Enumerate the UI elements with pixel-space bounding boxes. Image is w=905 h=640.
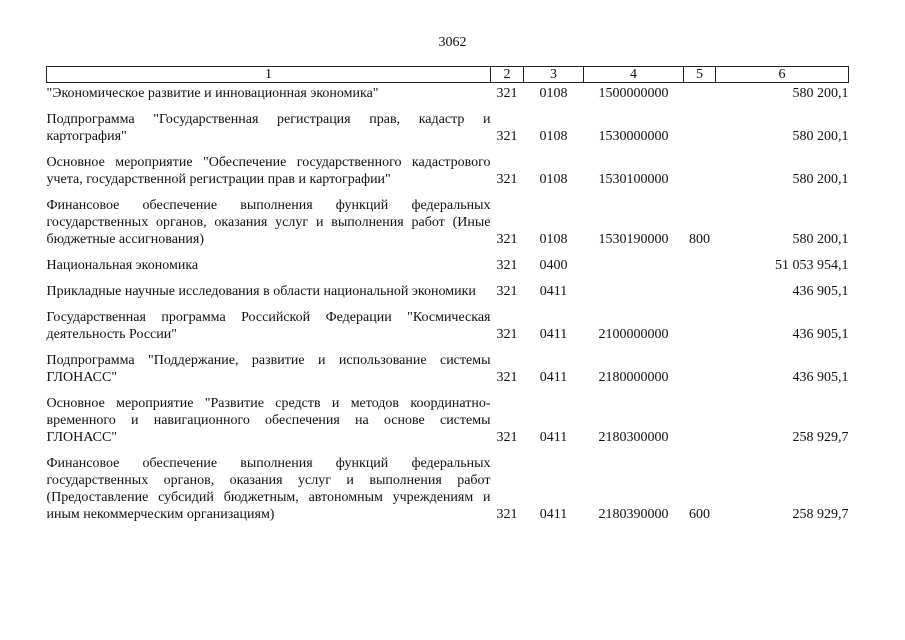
column-header-6: 6 bbox=[716, 67, 849, 83]
row-target-code: 1530000000 bbox=[598, 129, 669, 144]
row-name: Финансовое обеспечение выполнения функций федеральных государственных органов, оказания услуг и выполнения работ (Иные бюджетные ассигнования) bbox=[46, 198, 491, 247]
row-name: Финансовое обеспечение выполнения функций федеральных государственных органов, оказания услуг и выполнения работ (Предоставление субсидий бюджетным, автономным учреждениям и иным некоммерческим организациям) bbox=[46, 456, 491, 522]
row-section-code: 0108 bbox=[539, 172, 568, 187]
row-amount: 580 200,1 bbox=[792, 129, 849, 144]
table-row bbox=[47, 386, 849, 446]
table-row bbox=[47, 248, 849, 274]
row-ministry-code: 321 bbox=[496, 232, 518, 247]
row-amount: 580 200,1 bbox=[792, 86, 849, 101]
column-header-2: 2 bbox=[491, 67, 524, 83]
table-row bbox=[47, 274, 849, 300]
table-row bbox=[47, 300, 849, 343]
row-target-code: 1530100000 bbox=[598, 172, 669, 187]
row-ministry-code: 321 bbox=[496, 86, 518, 101]
row-name: Подпрограмма "Поддержание, развитие и использование системы ГЛОНАСС" bbox=[46, 353, 491, 385]
table-row bbox=[47, 102, 849, 145]
row-target-code bbox=[584, 248, 684, 274]
row-amount: 580 200,1 bbox=[792, 232, 849, 247]
row-amount: 258 929,7 bbox=[792, 430, 849, 445]
row-ministry-code: 321 bbox=[496, 172, 518, 187]
row-target-code: 2180300000 bbox=[598, 430, 669, 445]
row-section-code: 0411 bbox=[539, 507, 568, 522]
row-ministry-code: 321 bbox=[496, 129, 518, 144]
column-header-4: 4 bbox=[584, 67, 684, 83]
row-section-code: 0108 bbox=[539, 129, 568, 144]
row-expense-type bbox=[684, 145, 716, 188]
row-target-code: 2100000000 bbox=[598, 327, 669, 342]
row-amount: 436 905,1 bbox=[792, 370, 849, 385]
row-section-code: 0108 bbox=[539, 232, 568, 247]
row-expense-type bbox=[684, 102, 716, 145]
row-section-code: 0400 bbox=[539, 258, 568, 273]
row-expense-type: 600 bbox=[689, 507, 710, 522]
row-expense-type bbox=[684, 274, 716, 300]
table-row bbox=[47, 83, 849, 103]
budget-table bbox=[46, 66, 849, 523]
row-target-code: 1530190000 bbox=[598, 232, 669, 247]
row-section-code: 0411 bbox=[539, 327, 568, 342]
row-name: Государственная программа Российской Федерации "Космическая деятельность России" bbox=[46, 310, 491, 342]
row-ministry-code: 321 bbox=[496, 258, 518, 273]
row-expense-type: 800 bbox=[689, 232, 710, 247]
row-name: Прикладные научные исследования в области национальной экономики bbox=[46, 284, 476, 299]
column-header-3: 3 bbox=[524, 67, 584, 83]
row-expense-type bbox=[684, 83, 716, 103]
row-section-code: 0411 bbox=[539, 430, 568, 445]
row-ministry-code: 321 bbox=[496, 284, 518, 299]
row-expense-type bbox=[684, 248, 716, 274]
page-number: 3062 bbox=[438, 35, 467, 50]
row-target-code: 1500000000 bbox=[598, 86, 669, 101]
column-header-5: 5 bbox=[684, 67, 716, 83]
row-section-code: 0411 bbox=[539, 370, 568, 385]
row-ministry-code: 321 bbox=[496, 507, 518, 522]
table-body bbox=[47, 83, 849, 524]
table-row bbox=[47, 188, 849, 248]
row-amount: 436 905,1 bbox=[792, 284, 849, 299]
row-amount: 580 200,1 bbox=[792, 172, 849, 187]
row-target-code: 2180000000 bbox=[598, 370, 669, 385]
row-amount: 51 053 954,1 bbox=[775, 258, 849, 273]
row-target-code: 2180390000 bbox=[598, 507, 669, 522]
row-ministry-code: 321 bbox=[496, 370, 518, 385]
table-row bbox=[47, 446, 849, 523]
row-amount: 436 905,1 bbox=[792, 327, 849, 342]
row-ministry-code: 321 bbox=[496, 430, 518, 445]
table-row bbox=[47, 145, 849, 188]
table-header bbox=[47, 67, 849, 83]
row-target-code bbox=[584, 274, 684, 300]
row-section-code: 0108 bbox=[539, 86, 568, 101]
row-name: Основное мероприятие "Обеспечение государственного кадастрового учета, государственной регистрации прав и картографии" bbox=[46, 155, 491, 187]
column-header-1: 1 bbox=[47, 67, 491, 83]
row-expense-type bbox=[684, 386, 716, 446]
row-name: Подпрограмма "Государственная регистрация прав, кадастр и картография" bbox=[46, 112, 491, 144]
row-expense-type bbox=[684, 343, 716, 386]
row-ministry-code: 321 bbox=[496, 327, 518, 342]
row-name: "Экономическое развитие и инновационная экономика" bbox=[46, 86, 379, 101]
row-expense-type bbox=[684, 300, 716, 343]
row-amount: 258 929,7 bbox=[792, 507, 849, 522]
row-name: Национальная экономика bbox=[46, 258, 199, 273]
row-name: Основное мероприятие "Развитие средств и методов координатно-временного и навигационного обеспечения на основе системы ГЛОНАСС" bbox=[46, 396, 491, 445]
table-row bbox=[47, 343, 849, 386]
row-section-code: 0411 bbox=[539, 284, 568, 299]
